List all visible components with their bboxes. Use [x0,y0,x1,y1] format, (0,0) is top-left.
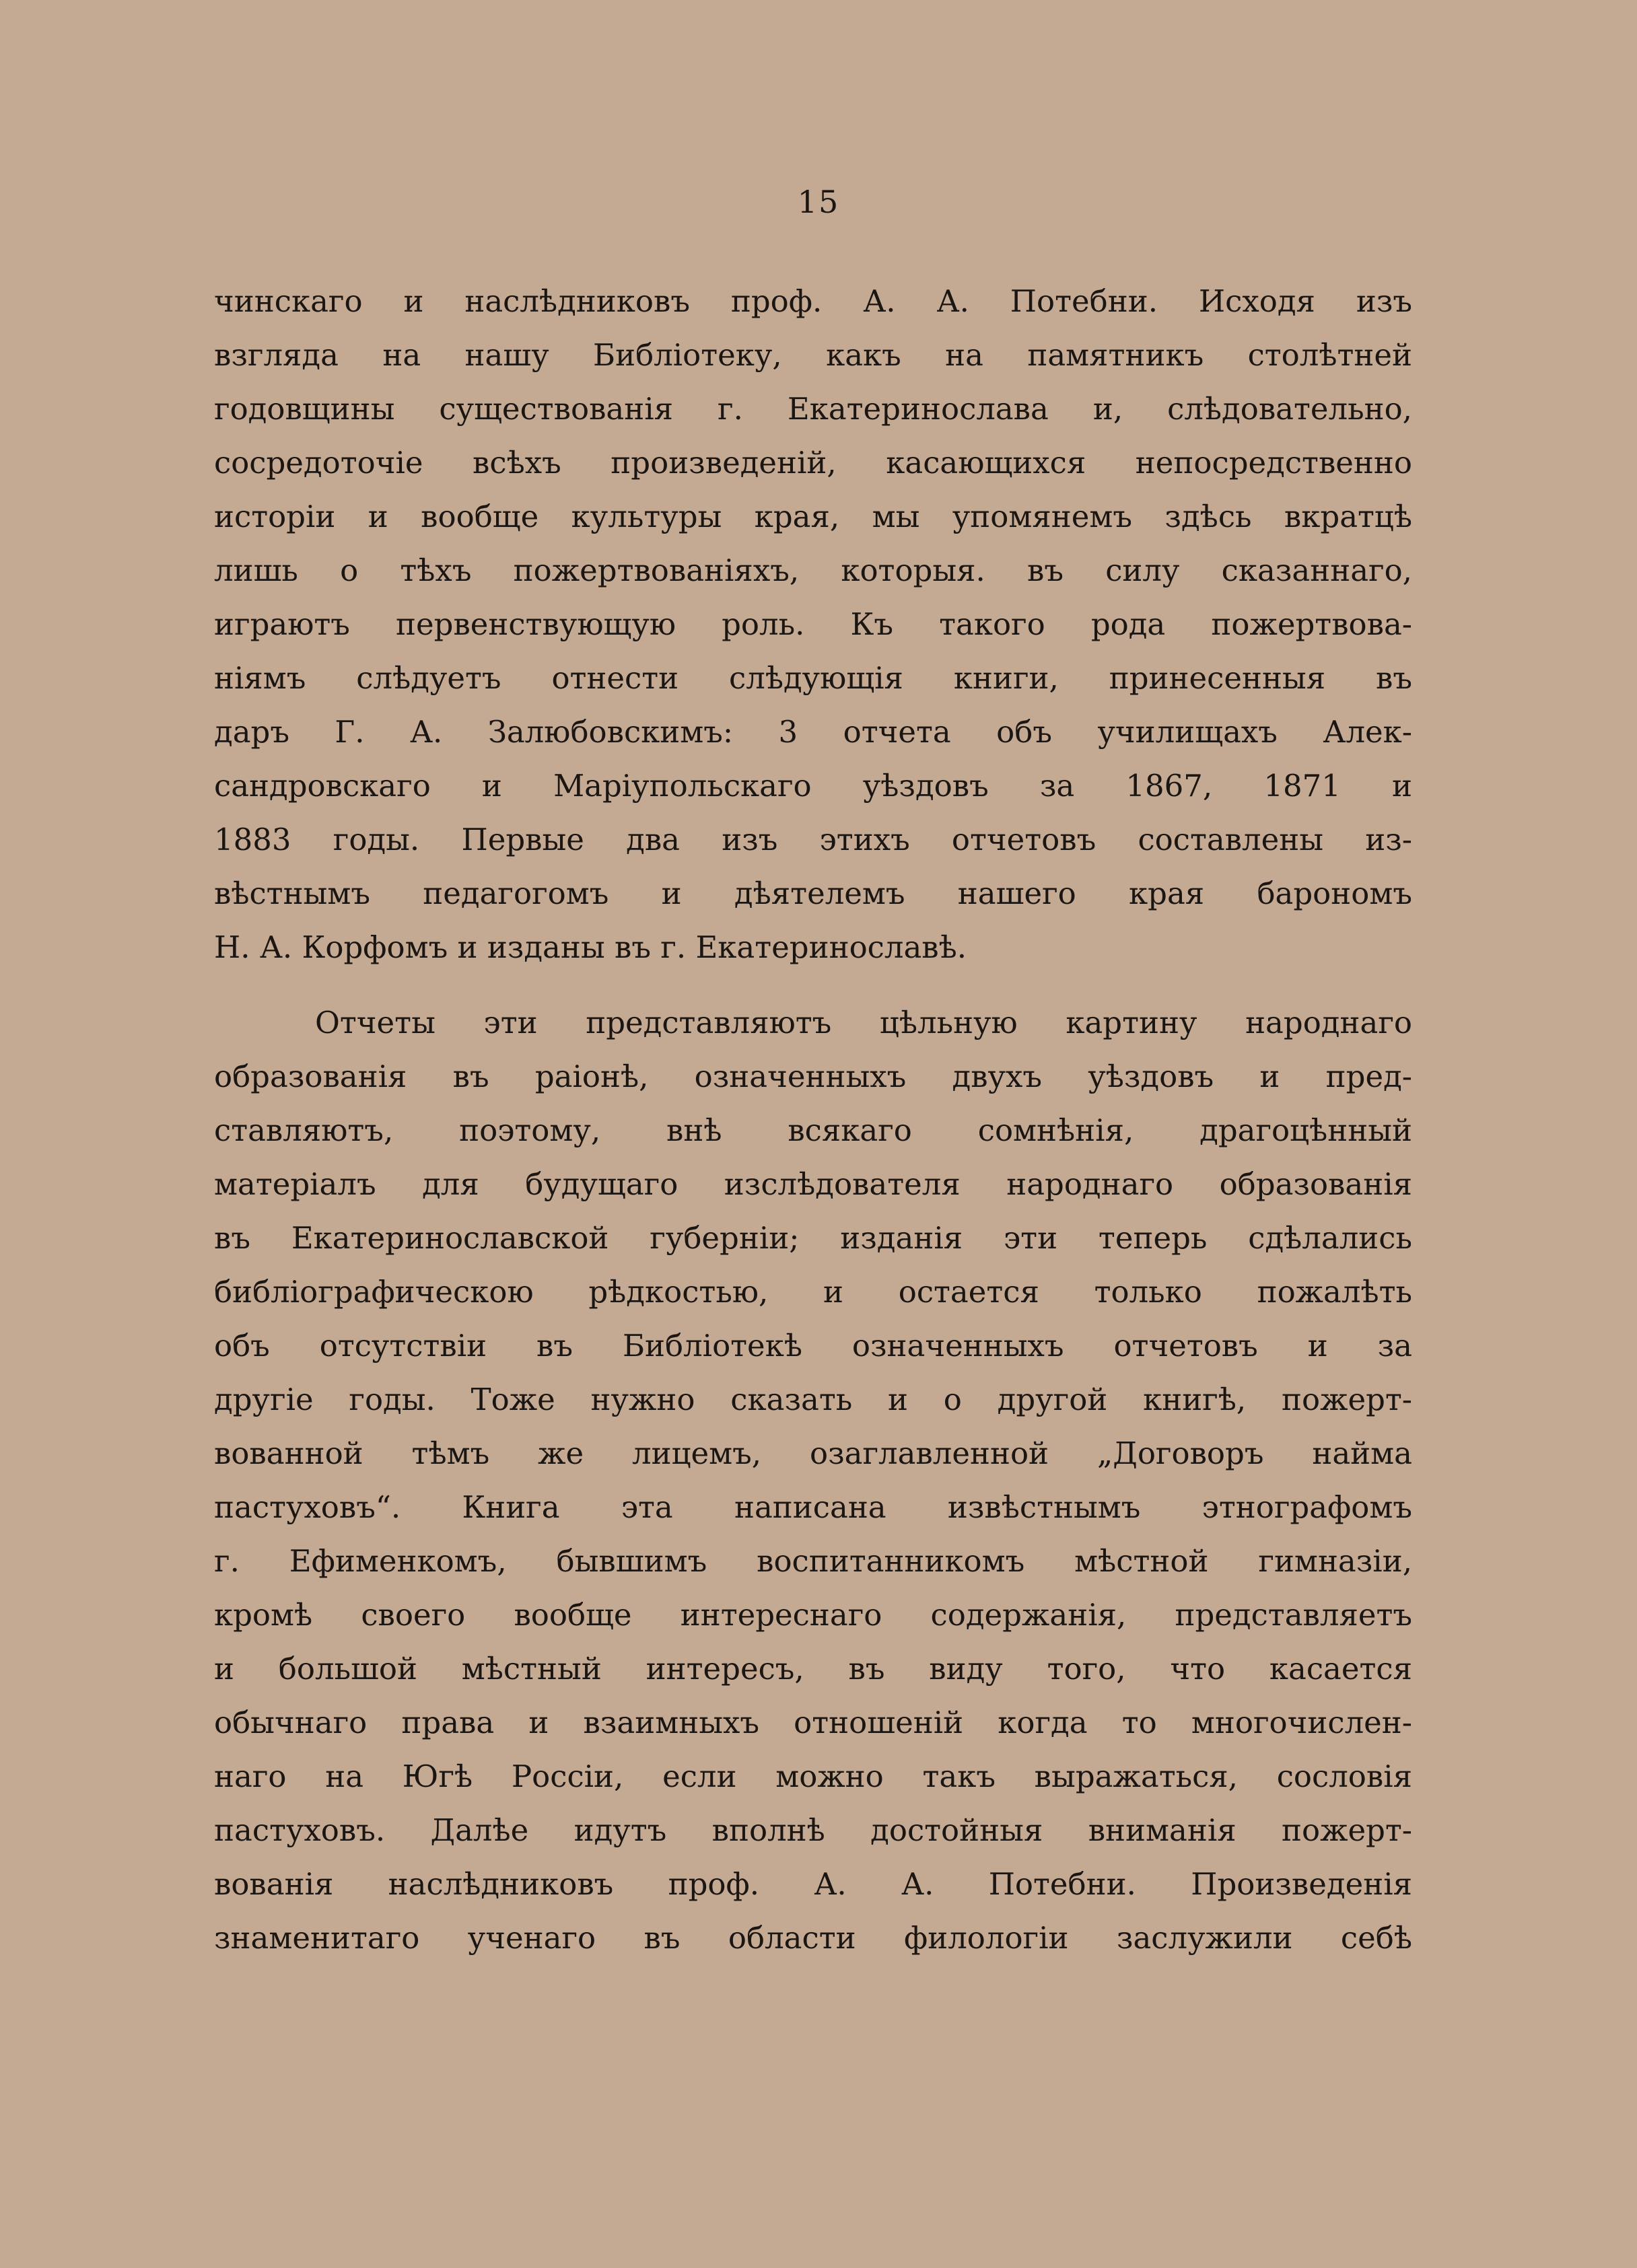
text-line: ставляютъ, поэтому, внѣ всякаго сомнѣнія, драгоцѣнный [214,1112,1412,1148]
text-line: сосредоточіе всѣхъ произведеній, касающихся непосредственно [214,445,1412,481]
text-line: лишь о тѣхъ пожертвованіяхъ, которыя. въ силу сказаннаго, [214,553,1412,588]
text-line: чинскаго и наслѣдниковъ проф. А. А. Потебни. Исходя изъ [214,283,1412,319]
text-line: вованія наслѣдниковъ проф. А. А. Потебни. Произведенія [214,1866,1412,1902]
paragraph-2 [214,996,1412,1965]
text-line: знаменитаго ученаго въ области филологіи заслужили себѣ [214,1920,1412,1956]
paragraph-1 [214,275,1412,974]
text-line: объ отсутствіи въ Библіотекѣ означенныхъ отчетовъ и за [214,1328,1412,1363]
text-line: Отчеты эти представляютъ цѣльную картину народнаго [315,1005,1412,1040]
paragraph-gap [214,974,1412,996]
text-line: ніямъ слѣдуетъ отнести слѣдующія книги, принесенныя въ [214,660,1412,696]
text-line: обычнаго права и взаимныхъ отношеній когда то многочислен- [214,1705,1412,1740]
text-line: Н. А. Корфомъ и изданы въ г. Екатеринославѣ. [214,929,967,965]
text-line: вованной тѣмъ же лицемъ, озаглавленной „Договоръ найма [214,1436,1412,1471]
page-number: 15 [797,184,840,220]
text-line: сандровскаго и Маріупольскаго уѣздовъ за 1867, 1871 и [214,768,1412,804]
text-line: матеріалъ для будущаго изслѣдователя народнаго образованія [214,1166,1412,1202]
text-line: годовщины существованія г. Екатеринослава и, слѣдовательно, [214,391,1412,427]
text-line: г. Ефименкомъ, бывшимъ воспитанникомъ мѣстной гимназіи, [214,1543,1412,1579]
text-line: вѣстнымъ педагогомъ и дѣятелемъ нашего края барономъ [214,876,1412,911]
text-line: 1883 годы. Первые два изъ этихъ отчетовъ составлены из- [214,822,1412,857]
text-line: даръ Г. А. Залюбовскимъ: 3 отчета объ училищахъ Алек- [214,714,1412,750]
text-line: наго на Югѣ Россіи, если можно такъ выражаться, сословія [214,1759,1412,1794]
text-line: пастуховъ. Далѣе идутъ вполнѣ достойныя вниманія пожерт- [214,1812,1412,1848]
text-line: взгляда на нашу Библіотеку, какъ на памятникъ столѣтней [214,337,1412,373]
body-text [214,275,1412,1965]
text-line: библіографическою рѣдкостью, и остается только пожалѣть [214,1274,1412,1310]
text-line: пастуховъ“. Книга эта написана извѣстнымъ этнографомъ [214,1489,1412,1525]
text-line: образованія въ раіонѣ, означенныхъ двухъ уѣздовъ и пред- [214,1059,1412,1094]
text-line: играютъ первенствующую роль. Къ такого рода пожертвова- [214,606,1412,642]
text-line: въ Екатеринославской губерніи; изданія эти теперь сдѣлались [214,1220,1412,1256]
text-line: и большой мѣстный интересъ, въ виду того, что касается [214,1651,1412,1687]
text-line: кромѣ своего вообще интереснаго содержанія, представляетъ [214,1597,1412,1633]
text-line: исторіи и вообще культуры края, мы упомянемъ здѣсь вкратцѣ [214,499,1412,534]
text-line: другіе годы. Тоже нужно сказать и о другой книгѣ, пожерт- [214,1382,1412,1417]
